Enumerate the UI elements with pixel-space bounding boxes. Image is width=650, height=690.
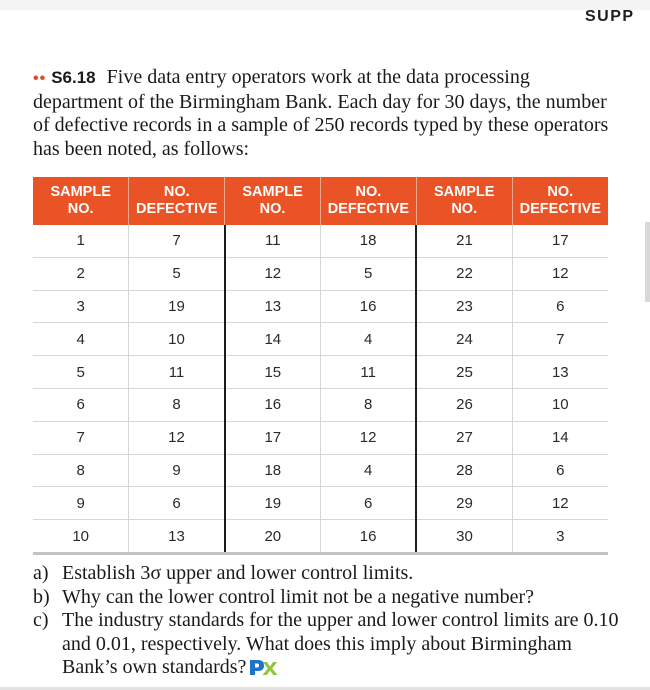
cell-sample-no: 11 [225, 225, 321, 257]
cell-sample-no: 23 [416, 290, 512, 323]
header-no-defective-2: NO. DEFECTIVE [320, 177, 416, 225]
cell-no-defective: 11 [320, 356, 416, 389]
cell-sample-no: 30 [416, 520, 512, 554]
question-label: c) [33, 609, 49, 631]
cell-no-defective: 12 [320, 421, 416, 454]
table-row [33, 257, 608, 290]
cell-sample-no: 7 [33, 421, 129, 454]
top-bar [0, 0, 650, 10]
table-row [33, 487, 608, 520]
cell-sample-no: 17 [225, 421, 321, 454]
cell-sample-no: 3 [33, 290, 129, 323]
header-sample-no-3: SAMPLE NO. [416, 177, 512, 225]
question-text: The industry standards for the upper and lower control limits are 0.10 and 0.01, respectively. What does this imply about Birmingham Bank’s own standards? [62, 609, 619, 678]
question-text: Establish 3σ upper and lower control limits. [62, 562, 414, 584]
cell-no-defective: 8 [320, 388, 416, 421]
questions-list [33, 562, 623, 683]
header-sample-no-1: SAMPLE NO. [33, 177, 129, 225]
cell-no-defective: 10 [512, 388, 608, 421]
cell-sample-no: 4 [33, 323, 129, 356]
cell-sample-no: 13 [225, 290, 321, 323]
cell-no-defective: 16 [320, 520, 416, 554]
question-label: a) [33, 562, 49, 584]
table-body [33, 225, 608, 553]
defects-table [33, 177, 608, 555]
cell-no-defective: 14 [512, 421, 608, 454]
question-text: Why can the lower control limit not be a negative number? [62, 585, 535, 608]
cell-sample-no: 24 [416, 323, 512, 356]
cell-no-defective: 18 [320, 225, 416, 257]
px-icon-p [250, 660, 264, 675]
cell-sample-no: 18 [225, 454, 321, 487]
cell-no-defective: 6 [512, 454, 608, 487]
header-no-defective-1: NO. DEFECTIVE [129, 177, 225, 225]
cell-no-defective: 19 [129, 290, 225, 323]
cell-no-defective: 9 [129, 454, 225, 487]
cell-no-defective: 5 [129, 257, 225, 290]
question-label: b) [33, 585, 50, 608]
px-icon[interactable] [249, 658, 279, 683]
chapter-header: SUPP [585, 8, 635, 25]
cell-sample-no: 14 [225, 323, 321, 356]
cell-no-defective: 12 [512, 487, 608, 520]
problem-number: S6.18 [51, 68, 96, 87]
question-a [33, 562, 623, 586]
cell-sample-no: 19 [225, 487, 321, 520]
cell-no-defective: 7 [129, 225, 225, 257]
question-c [33, 609, 623, 683]
problem-statement [33, 66, 615, 161]
cell-sample-no: 29 [416, 487, 512, 520]
page-edge-strip [645, 222, 650, 302]
cell-sample-no: 16 [225, 388, 321, 421]
difficulty-dots: •• [33, 70, 47, 87]
cell-sample-no: 22 [416, 257, 512, 290]
cell-sample-no: 15 [225, 356, 321, 389]
cell-no-defective: 6 [129, 487, 225, 520]
table-row [33, 290, 608, 323]
cell-no-defective: 4 [320, 454, 416, 487]
table-row [33, 225, 608, 257]
cell-no-defective: 10 [129, 323, 225, 356]
cell-sample-no: 21 [416, 225, 512, 257]
table-header-row [33, 177, 608, 225]
cell-no-defective: 11 [129, 356, 225, 389]
cell-no-defective: 12 [512, 257, 608, 290]
cell-sample-no: 28 [416, 454, 512, 487]
cell-sample-no: 12 [225, 257, 321, 290]
cell-sample-no: 26 [416, 388, 512, 421]
cell-no-defective: 6 [512, 290, 608, 323]
cell-no-defective: 4 [320, 323, 416, 356]
cell-no-defective: 5 [320, 257, 416, 290]
cell-sample-no: 1 [33, 225, 129, 257]
cell-no-defective: 17 [512, 225, 608, 257]
question-b [33, 586, 623, 610]
cell-no-defective: 13 [512, 356, 608, 389]
cell-sample-no: 20 [225, 520, 321, 554]
table-row [33, 421, 608, 454]
cell-no-defective: 7 [512, 323, 608, 356]
cell-sample-no: 6 [33, 388, 129, 421]
cell-no-defective: 12 [129, 421, 225, 454]
cell-sample-no: 27 [416, 421, 512, 454]
table-row [33, 454, 608, 487]
header-no-defective-3: NO. DEFECTIVE [512, 177, 608, 225]
cell-sample-no: 10 [33, 520, 129, 554]
cell-sample-no: 8 [33, 454, 129, 487]
table-row [33, 323, 608, 356]
cell-sample-no: 25 [416, 356, 512, 389]
table-row [33, 356, 608, 389]
cell-no-defective: 6 [320, 487, 416, 520]
table-row [33, 388, 608, 421]
cell-no-defective: 13 [129, 520, 225, 554]
cell-sample-no: 9 [33, 487, 129, 520]
table-row [33, 520, 608, 554]
cell-no-defective: 16 [320, 290, 416, 323]
cell-no-defective: 8 [129, 388, 225, 421]
px-icon-x [263, 662, 278, 675]
problem-text: Five data entry operators work at the data processing department of the Birmingham Bank. Each day for 30 days, the number of defective records in a sample of 250 records typed by these operators has been noted, as follows: [33, 66, 609, 160]
cell-no-defective: 3 [512, 520, 608, 554]
header-sample-no-2: SAMPLE NO. [225, 177, 321, 225]
question-text-wrap [62, 609, 623, 683]
cell-sample-no: 5 [33, 356, 129, 389]
cell-sample-no: 2 [33, 257, 129, 290]
